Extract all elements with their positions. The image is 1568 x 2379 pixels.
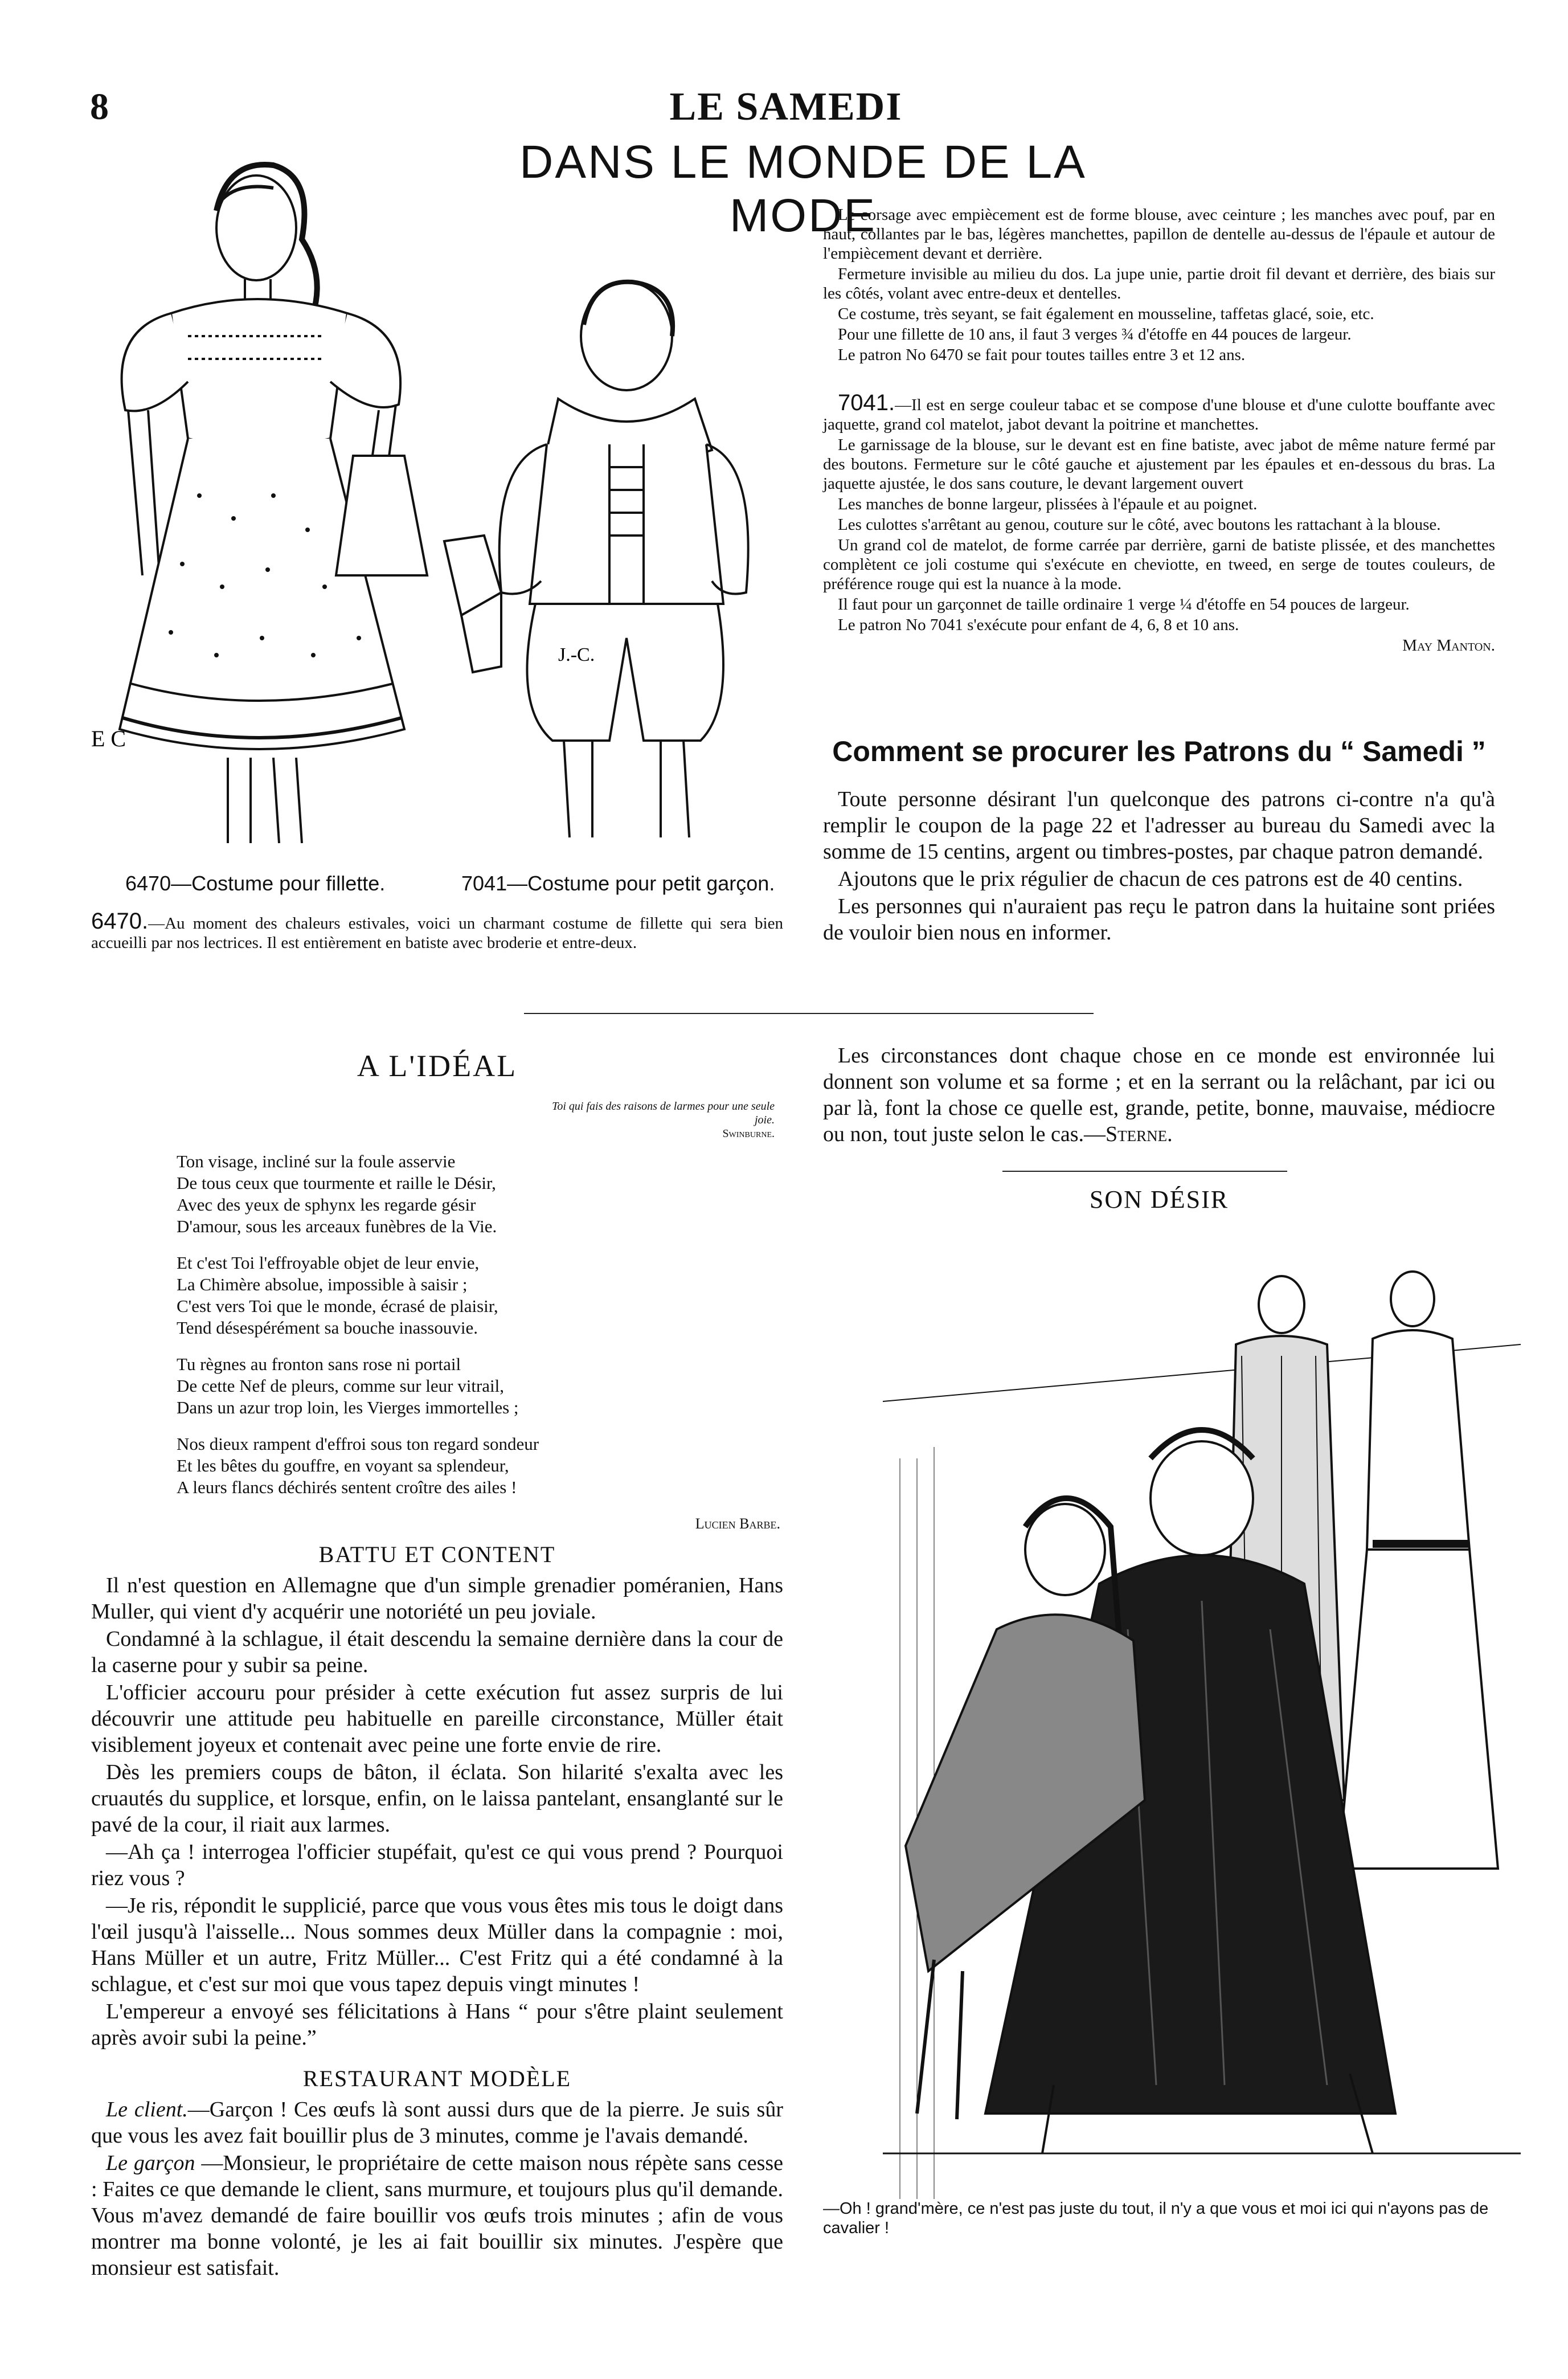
fig1-initials: E C xyxy=(91,726,126,751)
ideal-poem: Ton visage, incliné sur la foule asservie De tous ceux que tourmente et raille le Désir, Avec des yeux de sphynx les regarde gésir D'amour, sous les arceaux funèbres de la Vie. Et c'est Toi l'effroyable objet de leur envie, La Chimère absolue, impossible à saisir ; C'est vers Toi que le monde, écrasé de plaisir, Tend désespérément sa bouche inassouvie. Tu règnes au fronton sans rose ni portail De cette Nef de pleurs, comme sur leur vitrail, Dans un azur trop loin, les Vierges immortelles ; Nos dieux rampent d'effroi sous ton regard sondeur Et les bêtes du gouffre, en voyant sa splendeur, A leurs flancs déchirés sentent croître des ailes ! Lucien Barbe. xyxy=(177,1151,780,1535)
desir-caption: —Oh ! grand'mère, ce n'est pas juste du tout, il n'y a que vous et moi ici qui n'ayons pas de cavalier ! xyxy=(823,2200,1489,2237)
ideal-author: Lucien Barbe. xyxy=(695,1515,780,1532)
patrons-text: Toute personne désirant l'un quelconque des patrons ci-contre n'a qu'à remplir le coupon de la page 22 et l'adresser au bureau du Samedi avec la somme de 15 centins, argent ou timbres-postes, par chaque patron demandé. Ajoutons que le prix régulier de chacun de ces patrons est de 40 centins. Les personnes qui n'auraient pas reçu le patron dans la huitaine sont priées de vouloir bien nous en informer. xyxy=(823,787,1495,945)
boy-costume-illustration xyxy=(439,273,758,849)
page-number: 8 xyxy=(90,86,109,128)
speaker-garcon: Le garçon xyxy=(106,2151,195,2175)
quote-divider xyxy=(1002,1171,1287,1172)
girl-costume-illustration xyxy=(85,142,439,860)
battu-text: Il n'est question en Allemagne que d'un simple grenadier poméranien, Hans Muller, qui vient d'y acquérir une notoriété un peu joviale. Condamné à la schlague, il était descendu la semaine dernière dans la cour de la caserne pour y subir sa peine. L'officier accouru pour présider à cette exécution fut assez surpris de lui découvrir une attitude peu habituelle en pareille circonstance, Müller était visiblement joyeux et contenait avec peine une forte envie de rire. Dès les premiers coups de bâton, il éclata. Son hilarité s'exalta avec les cruautés du supplice, et lorsque, enfin, on le laissa pantelant, ensanglanté sur le pavé de la cour, il riait aux larmes. —Ah ça ! interrogea l'officier stupéfait, qu'est ce qui vous prend ? Pourquoi riez vous ? —Je ris, répondit le supplicié, parce que vous vous êtes mis tous le doigt dans l'œil jusqu'à l'aisselle... Nous sommes deux Müller dans la compagnie : moi, Hans Müller et un autre, Fritz Müller... C'est Fritz qui a été condamné à la schlague, et c'est sur moi que vous tapez depuis vingt minutes ! L'empereur a envoyé ses félicitations à Hans “ pour s'être plaint seulement après avoir subi la peine.” xyxy=(91,1573,783,2050)
description-6470: 6470.—Au moment des chaleurs estivales, voici un charmant costume de fillette qui sera bien accueilli par nos lectrices. Il est entièrement en batiste avec broderie et entre-deux. xyxy=(91,909,783,952)
ideal-title: A L'IDÉAL xyxy=(357,1049,518,1083)
speaker-client: Le client. xyxy=(106,2098,188,2122)
signature-may-manton: May Manton. xyxy=(1402,636,1495,655)
restaurant-title: RESTAURANT MODÈLE xyxy=(302,2066,572,2091)
section-divider xyxy=(524,1013,1094,1014)
fashion-section-title: DANS LE MONDE DE LA MODE xyxy=(519,136,1087,242)
caption-7041: 7041—Costume pour petit garçon. xyxy=(461,872,775,895)
sterne-quote: Les circonstances dont chaque chose en ce monde est environnée lui donnent son volume et sa forme ; et en la serrant ou la relâchant, par ici ou par là, font la chose ce quelle est, grande, petite, bonne, mauvaise, médiocre ou non, tout juste selon le cas.—Sterne. xyxy=(823,1044,1495,1146)
description-7041: 7041.—Il est en serge couleur tabac et se compose d'une blouse et d'une culotte bouffante avec jaquette, grand col matelot, jabot devant la poitrine et manchettes. Le garnissage de la blouse, sur le devant est en fine batiste, avec jabot de même nature fermé par des boutons. Fermeture sur le côté gauche et ajustement par les épaules et en-dessous du bras. La jaquette ajustée, le dos sans couture, le devant largement ouvert Les manches de bonne largeur, plissées à l'épaule et au poignet. Les culottes s'arrêtant au genou, couture sur le côté, avec boutons les rattachant à la blouse. Un grand col de matelot, de forme carrée par derrière, garni de batiste plissée, et des manchettes complètent ce joli costume qui s'exécute en cheviotte, en tweed, en serge de toutes couleurs, de préférence rouge qui est la nuance à la mode. Il faut pour un garçonnet de taille ordinaire 1 verge ¼ d'étoffe en 54 pouces de largeur. Le patron No 7041 s'exécute pour enfant de 4, 6, 8 et 10 ans. May Manton. xyxy=(823,390,1495,655)
newspaper-title: LE SAMEDI xyxy=(669,85,903,129)
desir-title: SON DÉSIR xyxy=(1089,1186,1229,1213)
battu-title: BATTU ET CONTENT xyxy=(318,1542,556,1567)
fig2-initials: J.-C. xyxy=(558,644,595,665)
caption-6470: 6470—Costume pour fillette. xyxy=(125,872,386,895)
pattern-number-6470: 6470. xyxy=(91,909,149,934)
patrons-title: Comment se procurer les Patrons du “ Samedi ” xyxy=(832,735,1486,767)
fashion-right-column: Le corsage avec empiècement est de forme blouse, avec ceinture ; les manches avec pouf, par en haut, collantes par le bas, légères manchettes, papillon de dentelle au-dessus de l'épaule et autour de l'empiècement devant et derrière. Fermeture invisible au milieu du dos. La jupe unie, partie droit fil devant et derrière, des biais sur les côtés, volant avec entre-deux et dentelles. Ce costume, très seyant, se fait également en mousseline, taffetas glacé, soie, etc. Pour une fillette de 10 ans, il faut 3 verges ¾ d'étoffe en 44 pouces de largeur. Le patron No 6470 se fait pour toutes tailles entre 3 et 12 ans. xyxy=(823,206,1495,364)
ideal-epigraph: Toi qui fais des raisons de larmes pour une seule joie. Swinburne. xyxy=(552,1100,775,1140)
restaurant-text: Le client.—Garçon ! Ces œufs là sont aussi durs que de la pierre. Je suis sûr que vous les avez fait bouillir plus de 3 minutes, comme je l'avais demandé. Le garçon —Monsieur, le propriétaire de cette maison nous répète sans cesse : Faites ce que demande le client, sans murmure, et toujours plus qu'il demande. Vous m'avez demandé de faire bouillir vos œufs trois minutes ; afin de vous montrer ma bonne volonté, je les ai fait bouillir six minutes. J'espère que monsieur est satisfait. xyxy=(91,2098,784,2280)
son-desir-illustration xyxy=(883,1231,1521,2199)
